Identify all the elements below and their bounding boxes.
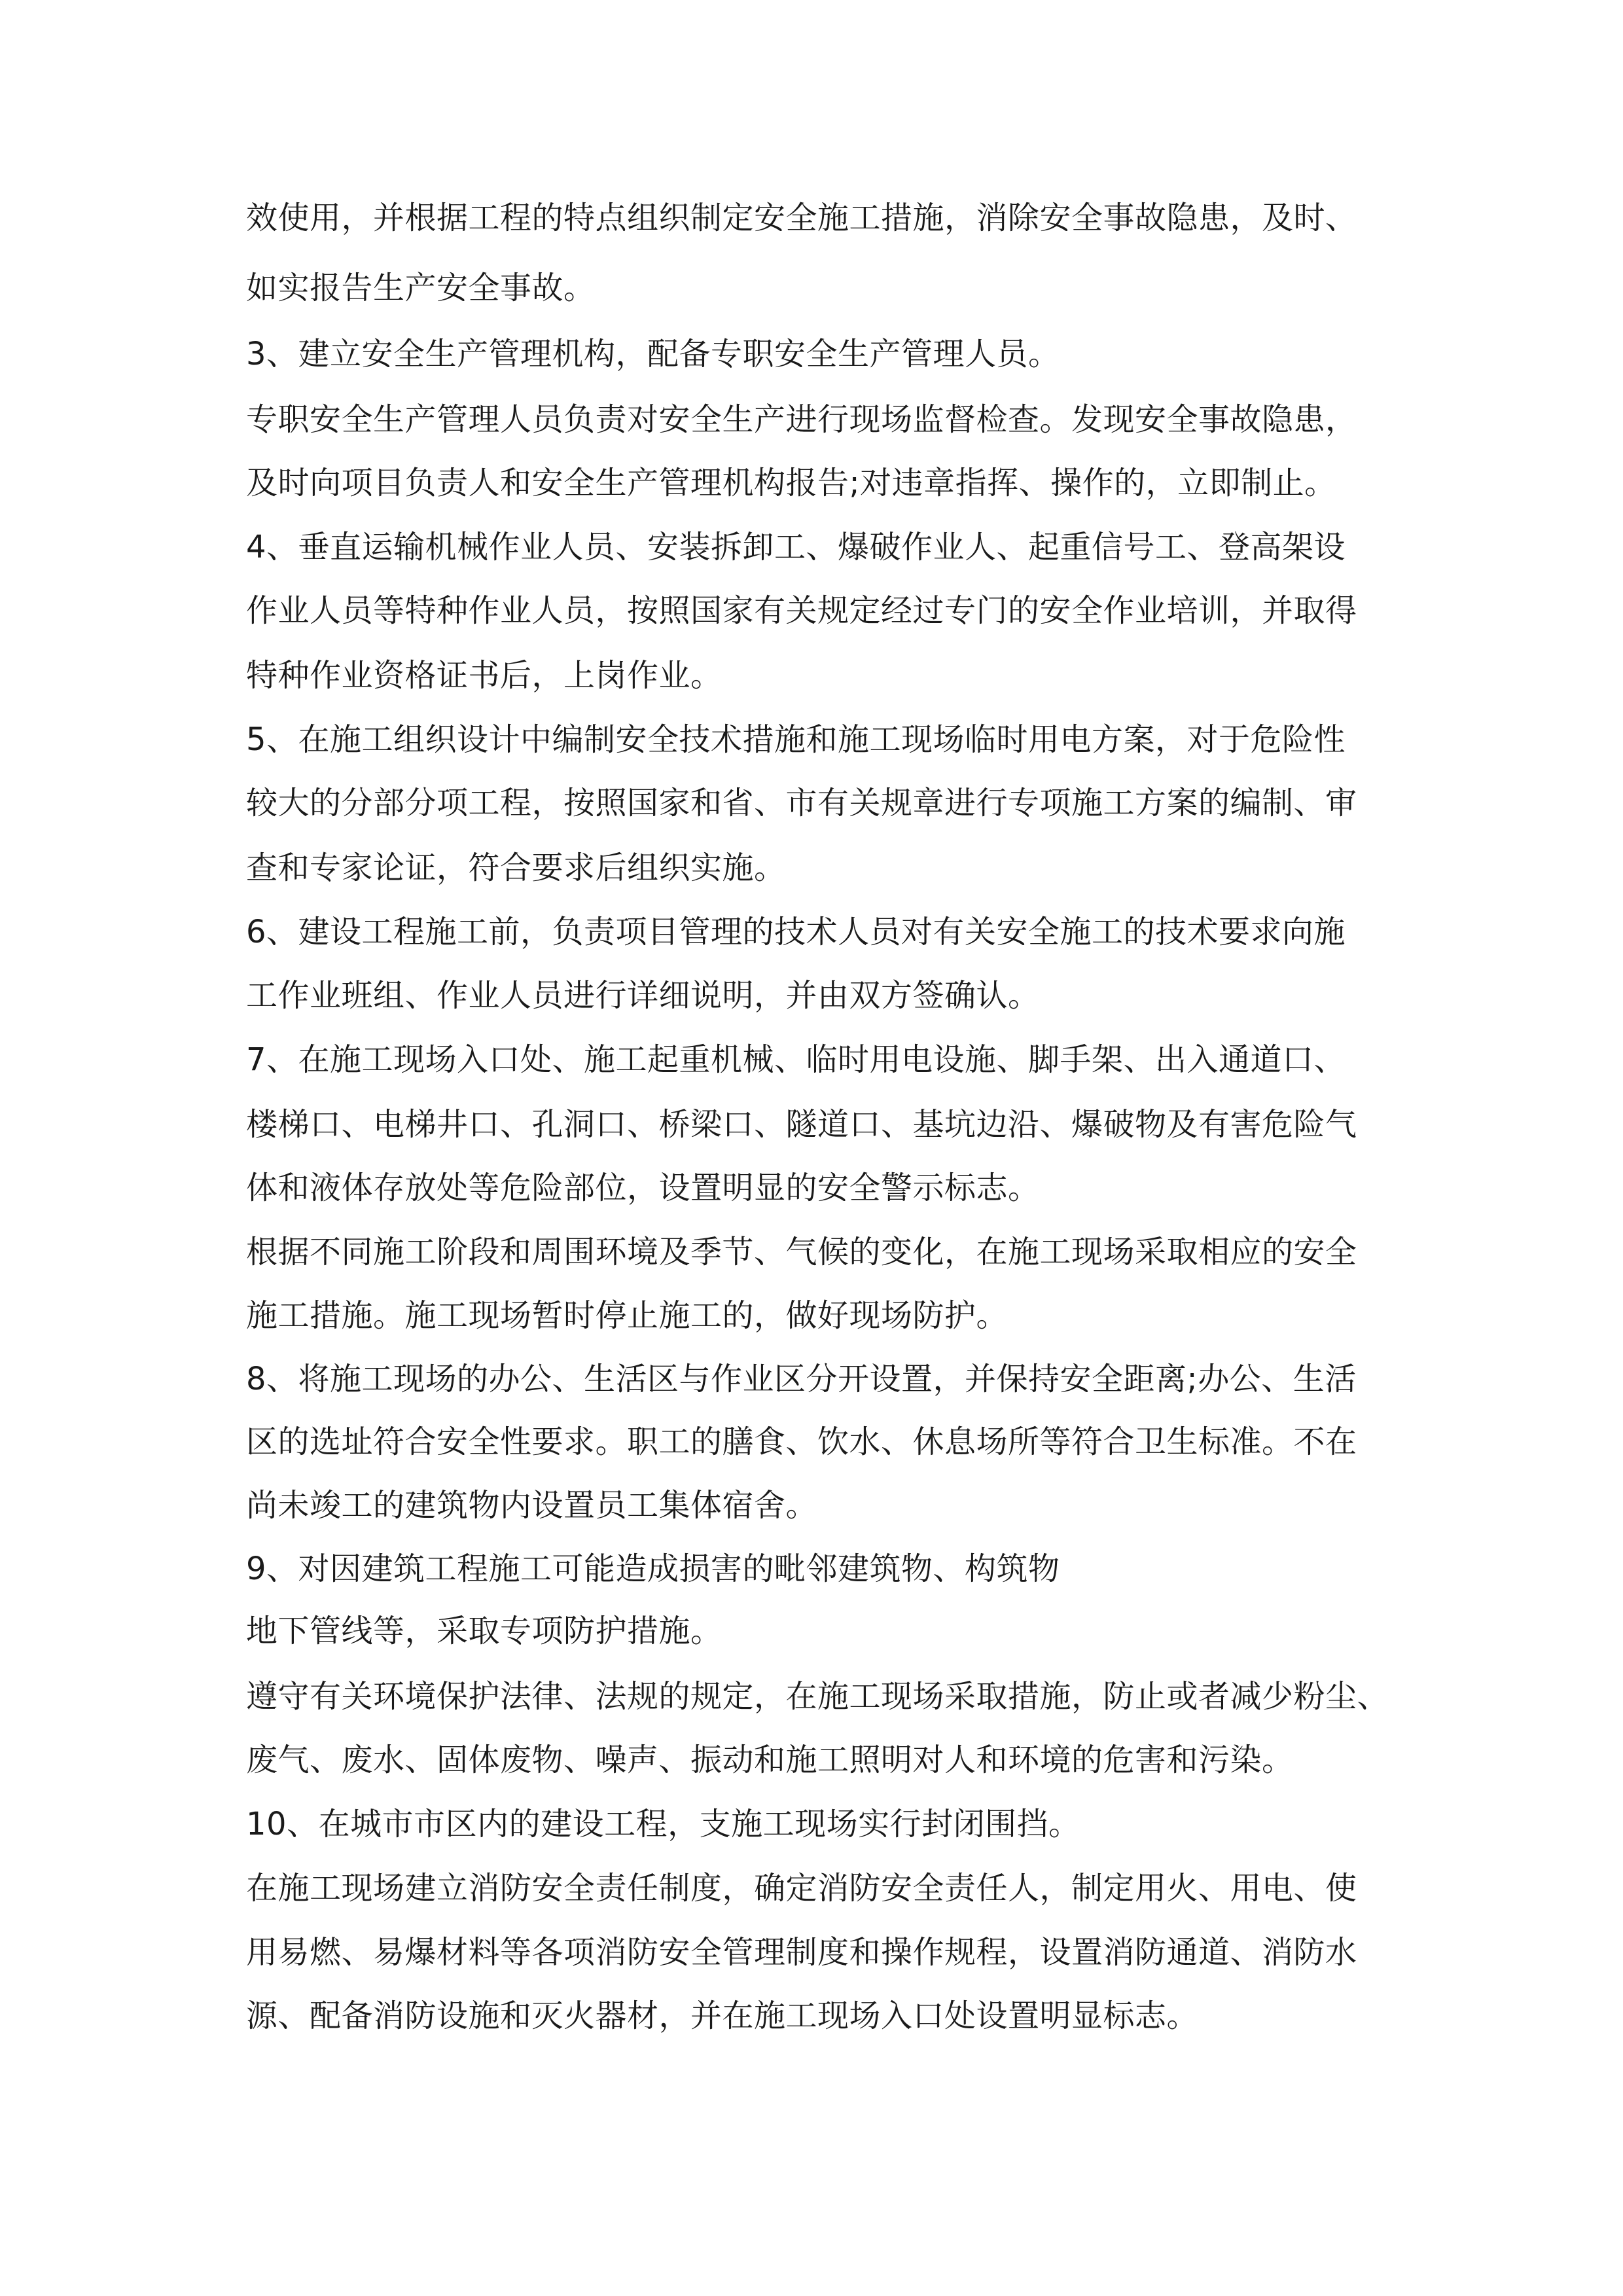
text-line: 效使用，并根据工程的特点组织制定安全施工措施，消除安全事故隐患，及时、 [246, 200, 1357, 236]
text-line: 遵守有关环境保护法律、法规的规定，在施工现场采取措施，防止或者减少粉尘、 [246, 1678, 1389, 1715]
text-line: 3、建立安全生产管理机构，配备专职安全生产管理人员。 [246, 336, 1060, 372]
text-line: 5、在施工组织设计中编制安全技术措施和施工现场临时用电方案，对于危险性 [246, 721, 1346, 758]
text-line: 查和专家论证，符合要求后组织实施。 [246, 850, 786, 886]
text-line: 在施工现场建立消防安全责任制度，确定消防安全责任人，制定用火、用电、使 [246, 1870, 1357, 1907]
text-line: 区的选址符合安全性要求。职工的膳食、饮水、休息场所等符合卫生标准。不在 [246, 1424, 1357, 1460]
text-line: 10、在城市市区内的建设工程，支施工现场实行封闭围挡。 [246, 1806, 1080, 1842]
text-line: 地下管线等，采取专项防护措施。 [246, 1613, 722, 1649]
text-line: 6、建设工程施工前，负责项目管理的技术人员对有关安全施工的技术要求向施 [246, 914, 1346, 950]
text-line: 用易燃、易爆材料等各项消防安全管理制度和操作规程，设置消防通道、消防水 [246, 1934, 1357, 1971]
text-line: 特种作业资格证书后，上岗作业。 [246, 657, 722, 694]
text-line: 尚未竣工的建筑物内设置员工集体宿舍。 [246, 1487, 818, 1524]
text-line: 根据不同施工阶段和周围环境及季节、气候的变化，在施工现场采取相应的安全 [246, 1234, 1357, 1270]
text-line: 如实报告生产安全事故。 [246, 270, 596, 306]
text-line: 作业人员等特种作业人员，按照国家有关规定经过专门的安全作业培训，并取得 [246, 592, 1357, 629]
text-line: 4、垂直运输机械作业人员、安装拆卸工、爆破作业人、起重信号工、登高架设 [246, 529, 1346, 565]
text-line: 源、配备消防设施和灭火器材，并在施工现场入口处设置明显标志。 [246, 1998, 1199, 2034]
text-line: 7、在施工现场入口处、施工起重机械、临时用电设施、脚手架、出入通道口、 [246, 1041, 1346, 1078]
text-line: 8、将施工现场的办公、生活区与作业区分开设置，并保持安全距离;办公、生活 [246, 1361, 1357, 1397]
text-line: 工作业班组、作业人员进行详细说明，并由双方签确认。 [246, 977, 1040, 1014]
text-line: 专职安全生产管理人员负责对安全生产进行现场监督检查。发现安全事故隐患， [246, 401, 1357, 438]
text-line: 施工措施。施工现场暂时停止施工的，做好现场防护。 [246, 1297, 1008, 1334]
text-line: 体和液体存放处等危险部位，设置明显的安全警示标志。 [246, 1170, 1040, 1206]
text-line: 及时向项目负责人和安全生产管理机构报告;对违章指挥、操作的，立即制止。 [246, 465, 1336, 501]
text-line: 9、对因建筑工程施工可能造成损害的毗邻建筑物、构筑物 [246, 1551, 1060, 1587]
text-line: 较大的分部分项工程，按照国家和省、市有关规章进行专项施工方案的编制、审 [246, 785, 1357, 821]
text-line: 废气、废水、固体废物、噪声、振动和施工照明对人和环境的危害和污染。 [246, 1742, 1294, 1778]
text-line: 楼梯口、电梯井口、孔洞口、桥梁口、隧道口、基坑边沿、爆破物及有害危险气 [246, 1106, 1357, 1143]
